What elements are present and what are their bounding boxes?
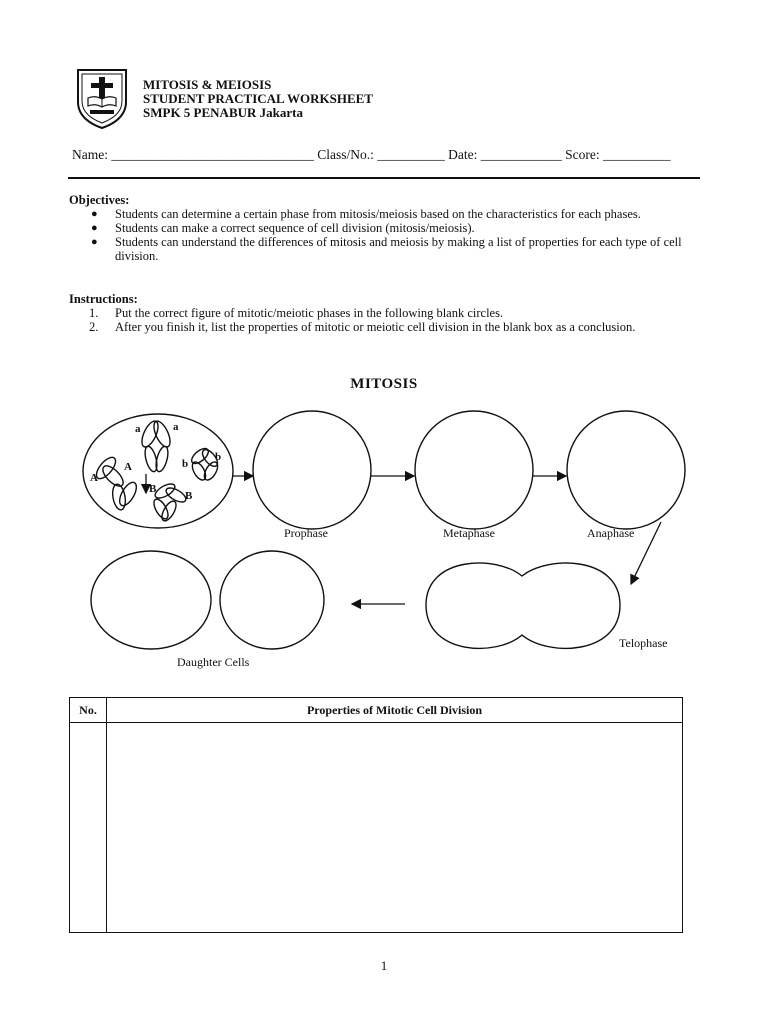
prophase-circle	[253, 411, 371, 529]
label-daughter-cells: Daughter Cells	[177, 655, 250, 669]
bullet-icon: ●	[91, 222, 98, 234]
daughter-cell-left	[91, 551, 211, 649]
objective-item: ● Students can understand the differences of mitosis and meiosis by making a list of properties for each type of cell division.	[91, 235, 682, 263]
header-school: SMPK 5 PENABUR Jakarta	[143, 105, 303, 120]
bullet-icon: ●	[91, 236, 98, 248]
daughter-cell-right	[220, 551, 324, 649]
chromosome-label: b	[215, 451, 222, 463]
header-subtitle: STUDENT PRACTICAL WORKSHEET	[143, 91, 373, 106]
chromosome-label: A	[90, 472, 98, 484]
objective-item: ● Students can make a correct sequence of cell division (mitosis/meiosis).	[91, 221, 475, 235]
page-number: 1	[380, 958, 388, 973]
objectives-section	[69, 193, 699, 263]
label-telophase: Telophase	[619, 636, 668, 650]
header-title: MITOSIS & MEIOSIS	[143, 77, 272, 92]
instructions-title: Instructions:	[69, 292, 138, 306]
properties-table	[69, 697, 683, 933]
document-header	[143, 78, 373, 120]
diagram-title: MITOSIS	[350, 376, 418, 392]
objectives-title: Objectives:	[69, 193, 130, 207]
label-metaphase: Metaphase	[443, 526, 495, 540]
table-row	[70, 723, 683, 933]
instruction-item: 2. After you finish it, list the properties of mitotic or meiotic cell division in the blank box as a conclusion.	[89, 320, 636, 334]
objective-item: ● Students can determine a certain phase from mitosis/meiosis based on the characteristics for each phases.	[91, 207, 641, 221]
telophase-cell	[426, 563, 620, 648]
column-header-no: No.	[70, 698, 107, 723]
arrow-to-telophase	[631, 522, 661, 584]
metaphase-circle	[415, 411, 533, 529]
chromosome-label: B	[149, 483, 157, 495]
bullet-icon: ●	[91, 208, 98, 220]
chromosome-label: B	[185, 490, 193, 502]
chromosome-pair-A	[93, 454, 140, 511]
student-info-line: Name: ______________________________ Class/No.: __________ Date: ____________ Score: __________	[72, 147, 671, 162]
school-logo	[76, 68, 128, 130]
chromosome-label: b	[182, 458, 189, 470]
label-anaphase: Anaphase	[587, 526, 635, 540]
instruction-item: 1. Put the correct figure of mitotic/meiotic phases in the following blank circles.	[89, 306, 504, 320]
table-cell-properties[interactable]	[107, 723, 683, 933]
column-header-properties: Properties of Mitotic Cell Division	[107, 698, 683, 723]
instructions-section	[69, 292, 699, 334]
anaphase-circle	[567, 411, 685, 529]
chromosome-label: a	[135, 423, 141, 435]
chromosome-pair-B	[151, 481, 188, 523]
table-header-row	[70, 698, 683, 723]
label-prophase: Prophase	[284, 526, 328, 540]
chromosome-pair-a	[139, 419, 174, 473]
header-rule	[68, 177, 700, 179]
chromosome-label: A	[124, 461, 132, 473]
chromosome-label: a	[173, 421, 179, 433]
table-cell-no[interactable]	[70, 723, 107, 933]
